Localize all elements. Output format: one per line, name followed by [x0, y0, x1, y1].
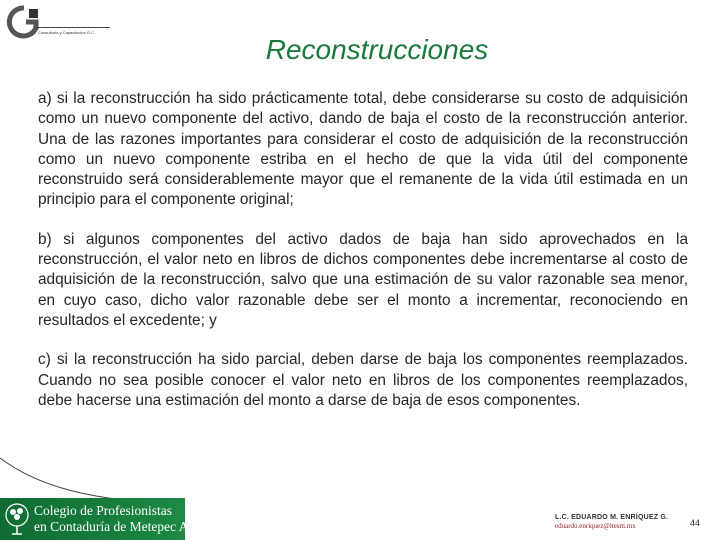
author-name: L.C. EDUARDO M. ENRÍQUEZ G. [555, 514, 669, 521]
banner-line-2: en Contaduría de Metepec A.C. [34, 519, 205, 534]
page-title: Reconstrucciones [265, 34, 489, 65]
banner-line-1: Colegio de Profesionistas [34, 503, 172, 518]
logo-rule [36, 27, 110, 28]
paragraph-a: a) si la reconstrucción ha sido prácticamente total, debe considerarse su costo de adquisición como un nuevo componente del activo, dando de baja el costo de la reconstrucción anterior. Una de las razones importantes para considerar el costo de adquisición de la reconstrucción como un nuevo componente estriba en el hecho de que la vida útil del componente reconstruido será considerablemente mayor que el remanente de la vida útil estimada en un principio para el componente original; [38, 90, 688, 209]
paragraph-c: c) si la reconstrucción ha sido parcial, deben darse de baja los componentes reemplazados. Cuando no sea posible conocer el valor neto en libros de los componentes reemplazados, debe hacerse una estimación del monto a darse de baja de esos componentes. [38, 351, 688, 409]
author-block [555, 514, 668, 530]
logo-caption: Consultoría y Capacitación G.C. [38, 30, 96, 35]
paragraph-b: b) si algunos componentes del activo dados de baja han sido aprovechados en la reconstrucción, el valor neto en libros de dichos componentes debe incrementarse al costo de adquisición de la reconstrucción, salvo que una estimación de su valor razonable sea menor, en cuyo caso, dicho valor razonable debe ser el monto a incrementar, reconociendo en resultados el excedente; y [38, 230, 688, 329]
slide-content [38, 89, 688, 430]
author-email[interactable]: eduardo.enriquez@itesm.mx [555, 522, 636, 530]
tree-logo-icon [2, 502, 32, 536]
college-banner [0, 498, 205, 540]
page-number: 44 [690, 518, 701, 528]
banner-text [34, 503, 204, 535]
